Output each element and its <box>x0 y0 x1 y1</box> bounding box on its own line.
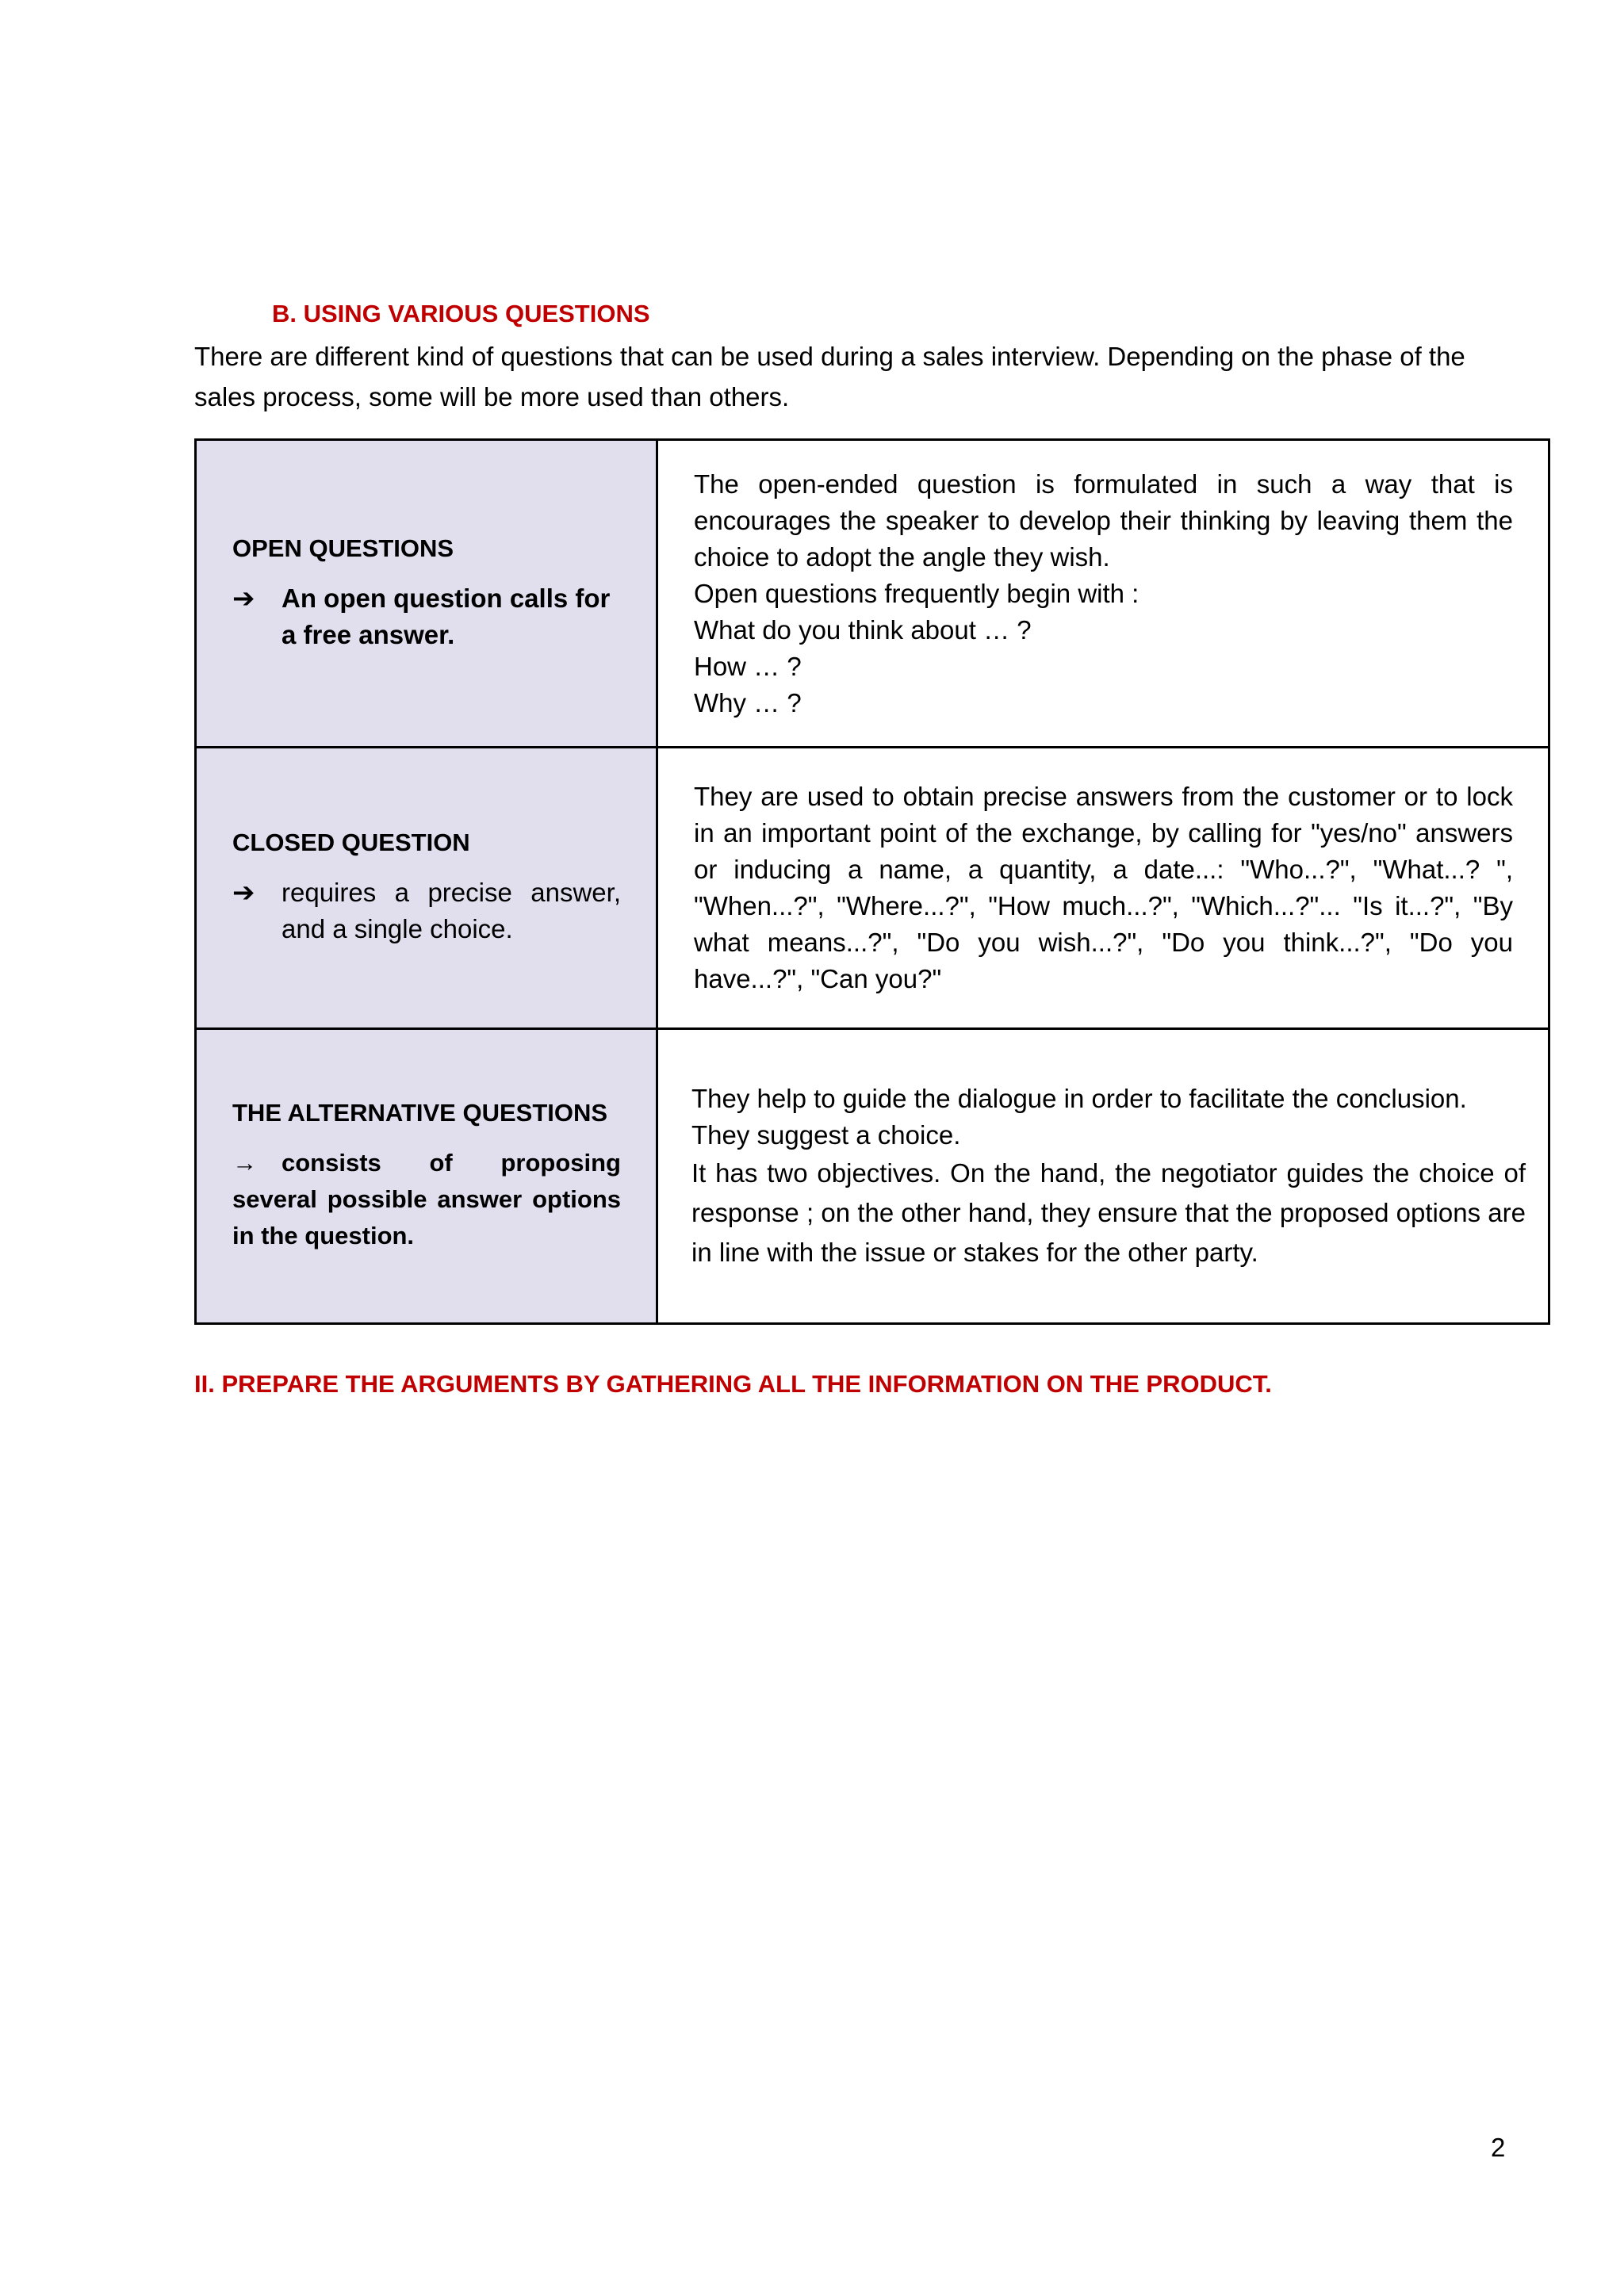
right-arrow-icon: ➔ <box>232 878 255 908</box>
explanation-text: Open questions frequently begin with : <box>694 578 1139 608</box>
question-type-cell <box>196 440 657 748</box>
question-type-title: OPEN QUESTIONS <box>232 534 454 562</box>
intro-paragraph: There are different kind of questions that can be used during a sales interview. Depending on the phase of the sales process, some will be more used than others. <box>194 342 1465 411</box>
question-explanation-cell <box>657 440 1549 748</box>
explanation-text: How … ? <box>694 651 802 681</box>
page-number: 2 <box>1491 2133 1506 2162</box>
question-type-description <box>232 1145 621 1254</box>
question-type-cell <box>196 1029 657 1324</box>
chapter-heading: II. PREPARE THE ARGUMENTS BY GATHERING ALL THE INFORMATION ON THE PRODUCT. <box>194 1370 1272 1398</box>
table-row-open-questions <box>196 440 1549 748</box>
question-type-description <box>232 874 621 947</box>
question-type-description-text: An open question calls for a free answer. <box>282 583 611 649</box>
explanation-text: They suggest a choice. <box>691 1119 961 1150</box>
question-explanation-cell <box>657 748 1549 1029</box>
question-type-description-text: consists of proposing several possible answer options in the question. <box>232 1148 621 1249</box>
question-type-title: THE ALTERNATIVE QUESTIONS <box>232 1098 608 1127</box>
question-type-title: CLOSED QUESTION <box>232 828 470 856</box>
question-types-table <box>194 438 1550 1325</box>
explanation-text: Why … ? <box>694 687 802 718</box>
explanation-text: It has two objectives. On the hand, the negotiator guides the choice of response ; on the other hand, they ensure that the proposed options are in line with the issue or stakes for the other party. <box>691 1158 1526 1267</box>
explanation-text: They are used to obtain precise answers from the customer or to lock in an important point of the exchange, by calling for "yes/no" answers or inducing a name, a quantity, a date...: "Who...?", "What...? ", "When...?", "Where...?", "How much...?", "Which...?"... "Is it...?", "By what means...?", "Do you wish...?", "Do you think...?", "Do you have...?", "Can you?" <box>694 782 1513 993</box>
question-type-description-text: requires a precise answer, and a single choice. <box>282 878 621 943</box>
explanation-text: The open-ended question is formulated in such a way that is encourages the speaker to develop their thinking by leaving them the choice to adopt the angle they wish. <box>694 469 1513 572</box>
question-explanation-cell <box>657 1029 1549 1324</box>
explanation-text: They help to guide the dialogue in order to facilitate the conclusion. <box>691 1083 1467 1113</box>
table-row-closed-question <box>196 748 1549 1029</box>
question-type-cell <box>196 748 657 1029</box>
question-type-description <box>232 580 621 653</box>
section-heading: B. USING VARIOUS QUESTIONS <box>272 300 650 327</box>
table-row-alternative-questions <box>196 1029 1549 1324</box>
right-arrow-icon: → <box>232 1148 257 1177</box>
right-arrow-icon: ➔ <box>232 583 255 614</box>
explanation-text: What do you think about … ? <box>694 614 1032 645</box>
